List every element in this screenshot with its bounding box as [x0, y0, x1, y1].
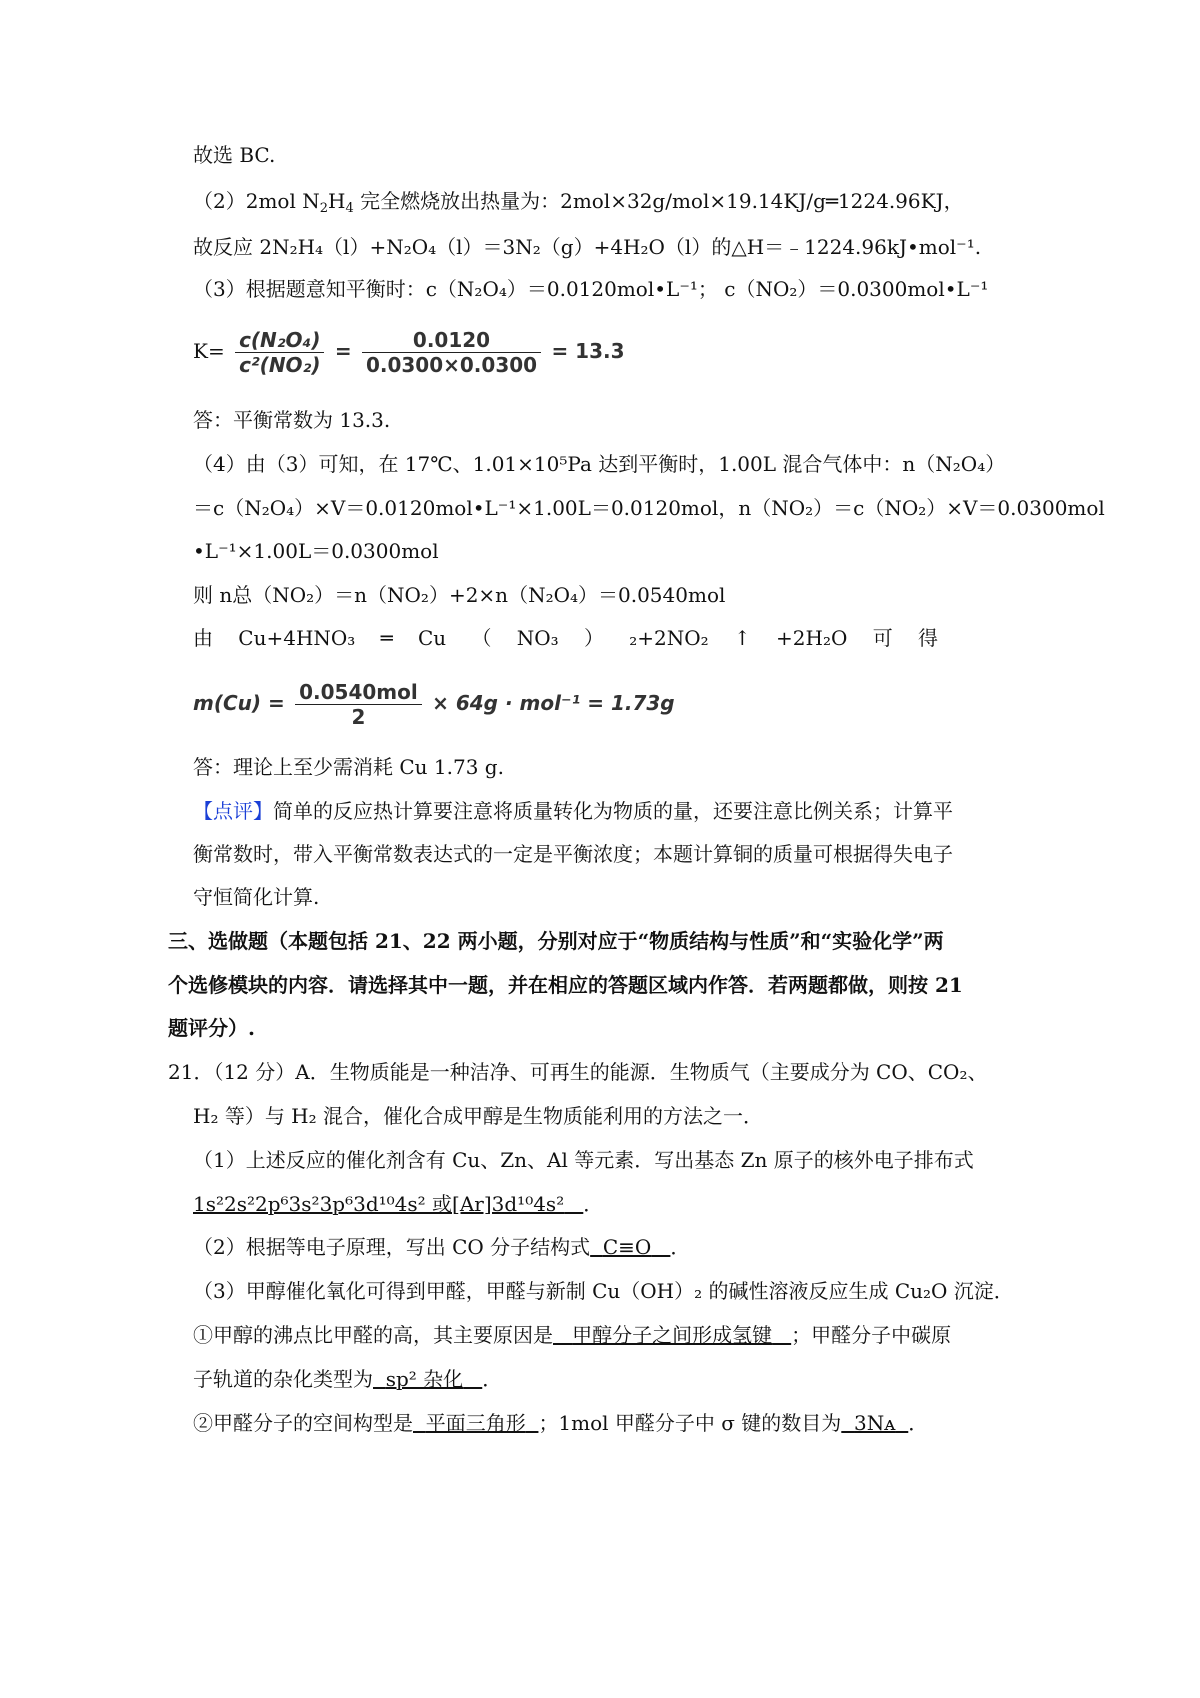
part4-line3: •L⁻¹×1.00L＝0.0300mol [193, 539, 439, 563]
section-heading-line3: 题评分）. [168, 1016, 255, 1040]
equilibrium-conc-line: （3）根据题意知平衡时：c（N₂O₄）＝0.0120mol•L⁻¹； c（NO₂）＝0.0300mol•L⁻¹ [193, 277, 989, 301]
answer-hybridization: sp² 杂化 [385, 1367, 464, 1391]
reaction-enthalpy-line: 故反应 2N₂H₄（l）+N₂O₄（l）＝3N₂（g）+4H₂O（l）的△H＝﹣1224.96kJ•mol⁻¹. [193, 235, 982, 259]
part4-total-line: 则 n总（NO₂）＝n（NO₂）+2×n（N₂O₄）＝0.0540mol [193, 583, 726, 607]
answer-cu-line: 答：理论上至少需消耗 Cu 1.73 g. [193, 755, 504, 779]
sub-question2: （2）根据等电子原理，写出 CO 分子结构式 C≡O ． [193, 1235, 691, 1259]
part4-line2: ＝c（N₂O₄）×V＝0.0120mol•L⁻¹×1.00L＝0.0120mol，n（NO₂）＝c（NO₂）×V＝0.0300mol [193, 496, 1105, 520]
copper-reaction-line: 由 Cu+4HNO₃ ═ Cu （ NO₃ ） ₂+2NO₂ ↑ +2H₂O 可 得 [193, 626, 938, 650]
sub-question3-2: ②甲醛分子的空间构型是 平面三角形 ；1mol 甲醛分子中 σ 键的数目为 3Nᴀ ． [193, 1411, 929, 1435]
sub-question3-1: ①甲醇的沸点比甲醛的高，其主要原因是 甲醇分子之间形成氢键 ；甲醛分子中碳原 [193, 1323, 952, 1347]
conclusion-line: 故选 BC. [193, 143, 276, 167]
comment-line1: 【点评】简单的反应热计算要注意将质量转化为物质的量，还要注意比例关系；计算平 [193, 799, 953, 823]
answer-k-line: 答：平衡常数为 13.3. [193, 408, 391, 432]
question21-line1: 21．（12 分）A．生物质能是一种洁净、可再生的能源．生物质气（主要成分为 CO、CO₂、 [168, 1060, 988, 1084]
part4-line1: （4）由（3）可知，在 17℃、1.01×10⁵Pa 达到平衡时，1.00L 混合气体中：n（N₂O₄） [193, 452, 1006, 476]
section-heading-line1: 三、选做题（本题包括 21、22 两小题，分别对应于“物质结构与性质”和“实验化学”两 [168, 929, 944, 953]
sub-question3-1-cont: 子轨道的杂化类型为 sp² 杂化 ． [193, 1367, 503, 1391]
answer-co-structure: C≡O [602, 1235, 652, 1259]
answer-geometry: 平面三角形 [425, 1411, 526, 1435]
comment-tag: 【点评】 [193, 799, 273, 823]
k-numerator: c(N₂O₄) [235, 328, 324, 353]
question21-line2: H₂ 等）与 H₂ 混合，催化合成甲醇是生物质能利用的方法之一． [193, 1104, 763, 1128]
answer-hydrogen-bond: 甲醇分子之间形成氢键 [572, 1323, 773, 1347]
answer1-line: 1s²2s²2p⁶3s²3p⁶3d¹⁰4s² 或[Ar]3d¹⁰4s² ． [193, 1192, 604, 1216]
answer-electron-config: 1s²2s²2p⁶3s²3p⁶3d¹⁰4s² 或[Ar]3d¹⁰4s² [193, 1192, 565, 1216]
comment-line3: 守恒简化计算. [193, 885, 320, 909]
k-denominator: c²(NO₂) [239, 353, 321, 377]
answer-sigma-bonds: 3Nᴀ [854, 1411, 896, 1435]
heat-calc-line: （2）2mol $N_2H_4$ 完全燃烧放出热量为：2mol×32g/mol×19.14KJ/g═1224.96KJ， [193, 189, 964, 216]
comment-line2: 衡常数时，带入平衡常数表达式的一定是平衡浓度；本题计算铜的质量可根据得失电子 [193, 842, 953, 866]
sub-question1: （1）上述反应的催化剂含有 Cu、Zn、Al 等元素．写出基态 Zn 原子的核外电子排布式 [193, 1148, 974, 1172]
copper-mass-formula: m(Cu) = $\frac{\text{0.0540mol}}{2}$ × 64g · mol⁻¹ = 1.73g [193, 680, 675, 729]
equilibrium-constant-formula: K= $\frac{\text{c(N₂O₄)}}{\text{c²(NO₂)}}$ = $\frac{0.0120}{0.0300\times 0.0300}$ = 13.3 [193, 328, 625, 377]
k-result: = 13.3 [551, 339, 625, 363]
sub-question3: （3）甲醇催化氧化可得到甲醛，甲醛与新制 Cu（OH）₂ 的碱性溶液反应生成 Cu₂O 沉淀． [193, 1279, 1014, 1303]
section-heading-line2: 个选修模块的内容．请选择其中一题，并在相应的答题区域内作答．若两题都做，则按 21 [168, 973, 963, 997]
